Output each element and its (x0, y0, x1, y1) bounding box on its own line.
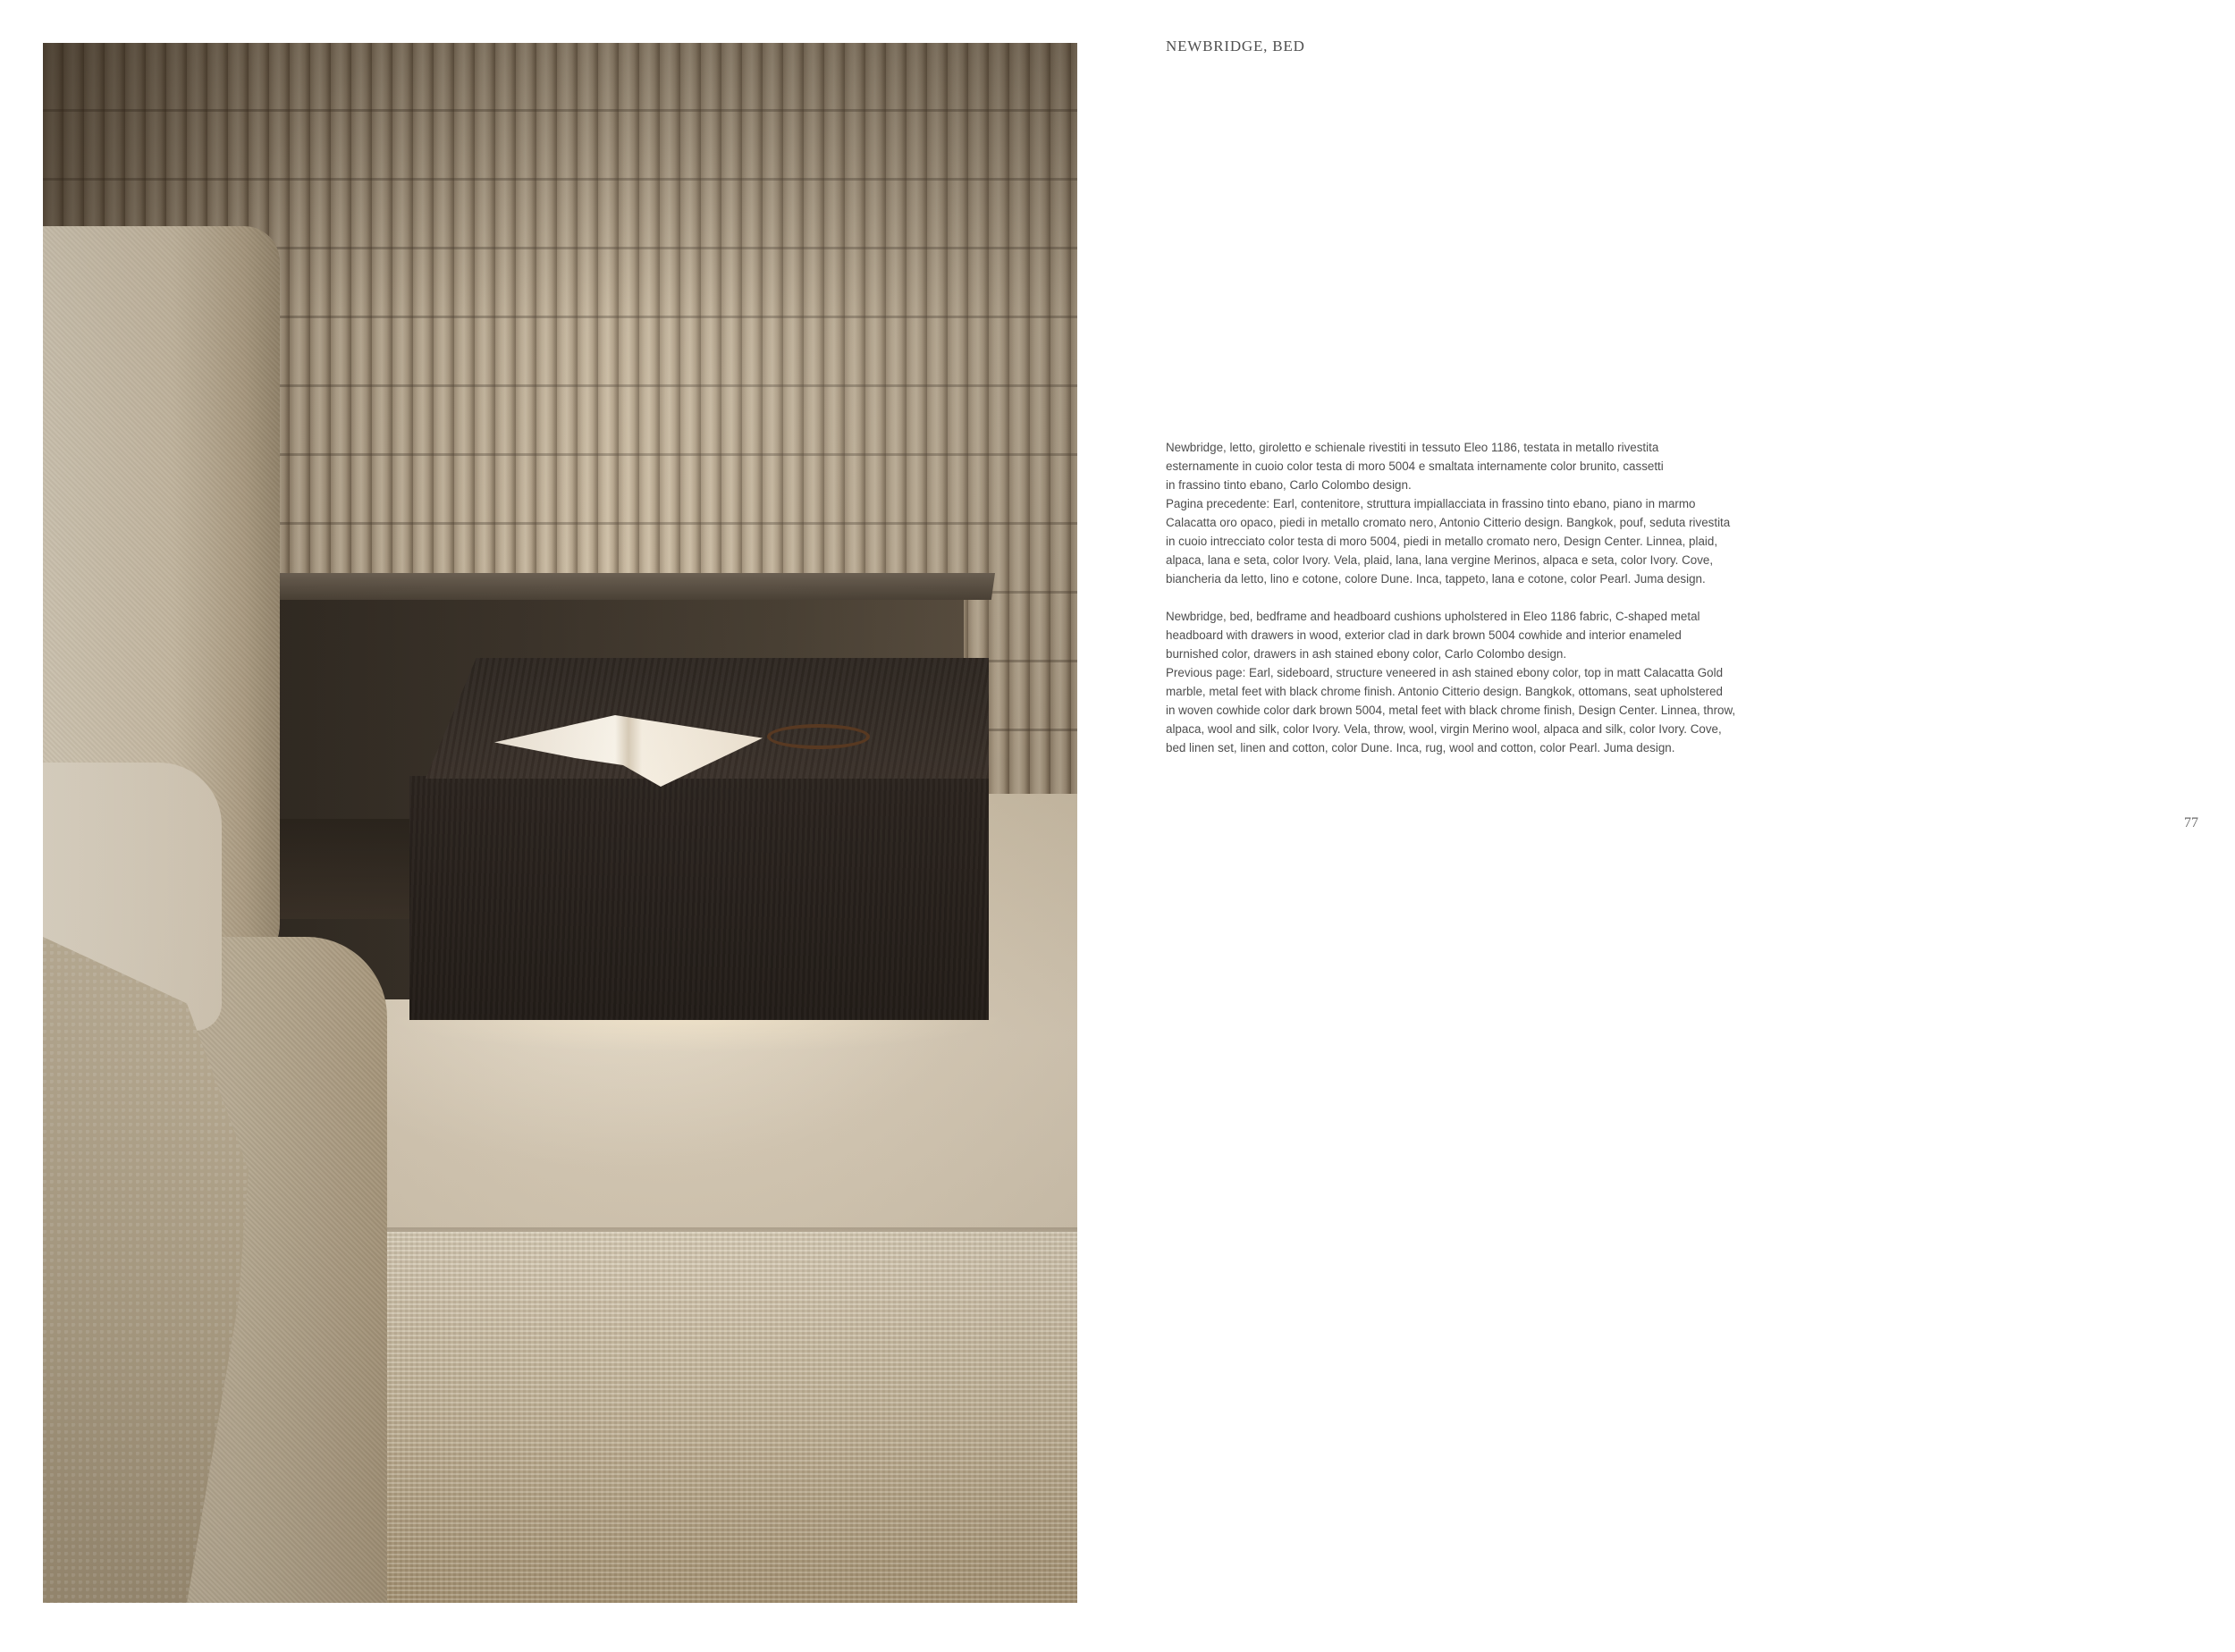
caption-english (1166, 607, 1809, 757)
caption-line: marble, metal feet with black chrome finish. Antonio Citterio design. Bangkok, ottomans, seat upholstered (1166, 685, 1723, 698)
caption-italian (1166, 438, 1809, 588)
caption-line: in frassino tinto ebano, Carlo Colombo design. (1166, 478, 1412, 492)
caption-line: Previous page: Earl, sideboard, structure veneered in ash stained ebony color, top in matt Calacatta Gold (1166, 666, 1724, 679)
photo-vignette (43, 43, 1077, 1603)
caption-line: Pagina precedente: Earl, contenitore, struttura impiallacciata in frassino tinto ebano, piano in marmo (1166, 497, 1696, 510)
caption-line: alpaca, wool and silk, color Ivory. Vela, throw, wool, virgin Merino wool, alpaca and silk, color Ivory. Cove, (1166, 722, 1722, 736)
product-photo (43, 43, 1077, 1603)
page-title: NEWBRIDGE, BED (1166, 38, 1305, 55)
caption-line: headboard with drawers in wood, exterior clad in dark brown 5004 cowhide and interior enameled (1166, 628, 1682, 642)
caption-line: Calacatta oro opaco, piedi in metallo cromato nero, Antonio Citterio design. Bangkok, pouf, seduta rivestita (1166, 516, 1731, 529)
caption-line: esternamente in cuoio color testa di moro 5004 e smaltata internamente color brunito, cassetti (1166, 459, 1664, 473)
caption-line: in cuoio intrecciato color testa di moro 5004, piedi in metallo cromato nero, Design Center. Linnea, plaid, (1166, 535, 1718, 548)
caption-line: burnished color, drawers in ash stained ebony color, Carlo Colombo design. (1166, 647, 1567, 661)
caption-line: Newbridge, bed, bedframe and headboard cushions upholstered in Eleo 1186 fabric, C-shaped metal (1166, 610, 1700, 623)
caption-line: bed linen set, linen and cotton, color Dune. Inca, rug, wool and cotton, color Pearl. Juma design. (1166, 741, 1675, 754)
caption-line: Newbridge, letto, giroletto e schienale rivestiti in tessuto Eleo 1186, testata in metallo rivestita (1166, 441, 1659, 454)
caption-line: in woven cowhide color dark brown 5004, metal feet with black chrome finish, Design Center. Linnea, throw, (1166, 704, 1736, 717)
caption-line: biancheria da letto, lino e cotone, colore Dune. Inca, tappeto, lana e cotone, color Pearl. Juma design. (1166, 572, 1706, 586)
page-number: 77 (2184, 815, 2198, 830)
caption-line: alpaca, lana e seta, color Ivory. Vela, plaid, lana, lana vergine Merinos, alpaca e seta, color Ivory. Cove, (1166, 553, 1714, 567)
